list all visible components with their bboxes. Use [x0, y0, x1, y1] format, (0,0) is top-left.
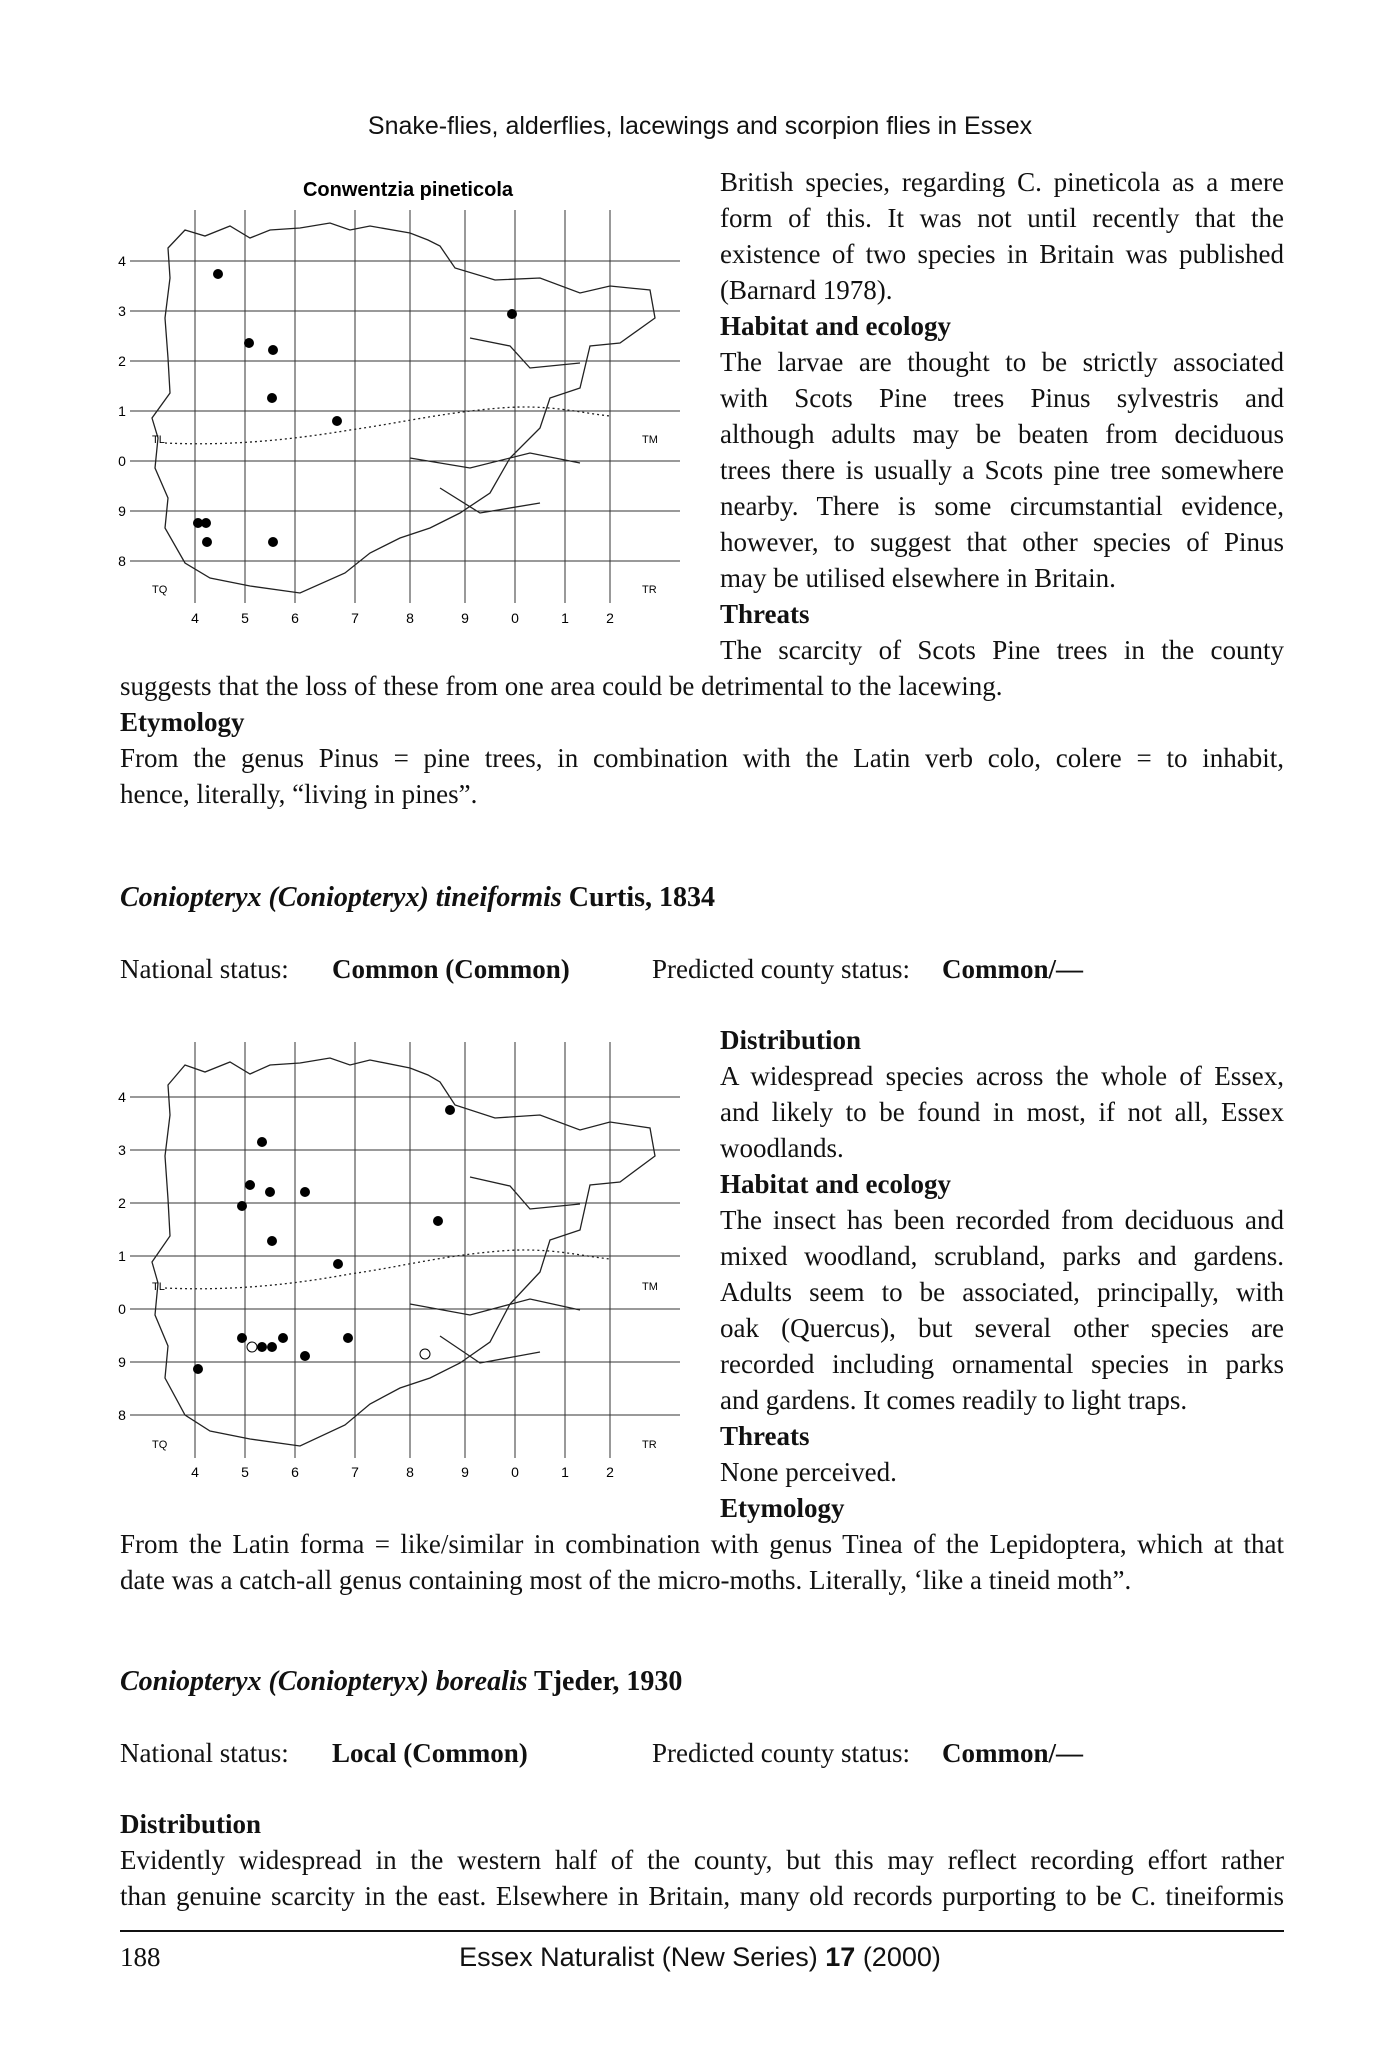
text-line: From the Latin forma = like/similar in combination with genus Tinea of the Lepidoptera, which at that — [120, 1529, 1284, 1559]
text-line: Adults seem to be associated, principally, with — [720, 1277, 1284, 1307]
x-tick: 2 — [606, 1464, 614, 1480]
map-2-grid — [130, 1042, 680, 1458]
record-dot — [267, 393, 277, 403]
y-tick: 2 — [118, 1195, 126, 1211]
record-dot — [257, 1137, 267, 1147]
record-dot — [245, 1180, 255, 1190]
x-tick: 1 — [561, 610, 569, 626]
record-open-dot — [247, 1342, 257, 1352]
x-tick: 8 — [406, 610, 414, 626]
grid-square-label: TQ — [152, 1439, 168, 1451]
section1-intro — [720, 164, 1284, 308]
section1-threats-line2 — [120, 668, 1284, 704]
footer-rule — [120, 1930, 1284, 1932]
text-line: The scarcity of Scots Pine trees in the county — [720, 635, 1284, 665]
running-head: Snake-flies, alderflies, lacewings and scorpion flies in Essex — [367, 112, 1033, 140]
x-tick: 6 — [291, 610, 299, 626]
text-line: (Barnard 1978). — [720, 275, 893, 305]
text-line: From the genus Pinus = pine trees, in combination with the Latin verb colo, colere = to inhabit, — [120, 743, 1284, 773]
status-line-tineiformis — [120, 954, 1284, 985]
record-dot — [257, 1342, 267, 1352]
status-line-borealis — [120, 1738, 1284, 1769]
species-name: Coniopteryx (Coniopteryx) tineiformis — [120, 882, 562, 913]
text-line: Evidently widespread in the western half of the county, but this may reflect recording effort rather — [120, 1845, 1284, 1875]
species-author: Curtis, 1834 — [568, 882, 716, 913]
section1-etymology-heading: Etymology — [120, 707, 245, 737]
section1-threats-heading: Threats — [720, 599, 810, 629]
section1-threats-line1 — [720, 632, 1284, 668]
county-status-label: Predicted county status: — [652, 1738, 910, 1768]
record-dot — [433, 1216, 443, 1226]
section1-etymology-text — [120, 740, 1284, 812]
x-tick: 5 — [241, 610, 249, 626]
text-line: may be utilised elsewhere in Britain. — [720, 563, 1116, 593]
section1-habitat-heading: Habitat and ecology — [720, 311, 952, 341]
text-line: hence, literally, “living in pines”. — [120, 779, 478, 809]
distribution-map-1 — [110, 168, 700, 638]
y-tick: 9 — [118, 503, 126, 519]
record-dot — [265, 1187, 275, 1197]
national-status-label: National status: — [120, 1738, 289, 1768]
record-dot — [237, 1333, 247, 1343]
y-tick: 2 — [118, 353, 126, 369]
record-dot — [244, 338, 254, 348]
map-1-grid — [130, 210, 680, 603]
page-number: 188 — [120, 1942, 161, 1972]
y-tick: 3 — [118, 1142, 126, 1158]
section2-distribution-text — [720, 1058, 1284, 1166]
map-2-records — [193, 1105, 455, 1374]
text-line: mixed woodland, scrubland, parks and gardens. — [720, 1241, 1284, 1271]
record-open-dot — [420, 1349, 430, 1359]
y-tick: 4 — [118, 1089, 126, 1105]
journal-volume: 17 — [825, 1942, 856, 1972]
record-dot — [202, 537, 212, 547]
text-line: woodlands. — [720, 1133, 844, 1163]
section2-habitat-text — [720, 1202, 1284, 1418]
y-tick: 0 — [118, 453, 126, 469]
text-line: trees there is usually a Scots pine tree somewhere — [720, 455, 1284, 485]
y-tick: 8 — [118, 1407, 126, 1423]
section2-threats-text: None perceived. — [720, 1457, 897, 1487]
text-line: oak (Quercus), but several other species are — [720, 1313, 1284, 1343]
x-tick: 7 — [351, 610, 359, 626]
record-dot — [343, 1333, 353, 1343]
species-name: Coniopteryx (Coniopteryx) borealis — [120, 1666, 528, 1697]
x-tick: 8 — [406, 1464, 414, 1480]
county-status-label: Predicted county status: — [652, 954, 910, 984]
y-tick: 3 — [118, 303, 126, 319]
y-tick: 9 — [118, 1354, 126, 1370]
text-line: than genuine scarcity in the east. Elsewhere in Britain, many old records purporting to be C. tineiformis — [120, 1881, 1284, 1911]
y-tick: 8 — [118, 553, 126, 569]
grid-square-label: TM — [642, 1281, 658, 1293]
text-line: nearby. There is some circumstantial evidence, — [720, 491, 1284, 521]
section2-habitat-heading: Habitat and ecology — [720, 1169, 952, 1199]
record-dot — [201, 518, 211, 528]
section3-distribution-text — [120, 1842, 1284, 1914]
county-status-value: Common/— — [942, 954, 1083, 984]
text-line: and likely to be found in most, if not all, Essex — [720, 1097, 1284, 1127]
text-line: although adults may be beaten from deciduous — [720, 419, 1284, 449]
text-line: The insect has been recorded from deciduous and — [720, 1205, 1284, 1235]
record-dot — [267, 1236, 277, 1246]
record-dot — [213, 269, 223, 279]
x-tick: 4 — [191, 1464, 199, 1480]
y-tick: 0 — [118, 1301, 126, 1317]
record-dot — [300, 1187, 310, 1197]
record-dot — [445, 1105, 455, 1115]
text-line: date was a catch-all genus containing most of the micro-moths. Literally, ‘like a tineid moth”. — [120, 1565, 1132, 1595]
map-2-square-labels — [152, 1281, 658, 1451]
x-tick: 5 — [241, 1464, 249, 1480]
map-2-svg — [110, 1020, 700, 1490]
section2-distribution-heading: Distribution — [720, 1025, 862, 1055]
x-tick: 6 — [291, 1464, 299, 1480]
text-line: and gardens. It comes readily to light traps. — [720, 1385, 1188, 1415]
record-dot — [268, 345, 278, 355]
record-dot — [332, 416, 342, 426]
grid-square-label: TL — [152, 1281, 165, 1293]
map-1-x-ticks — [191, 610, 614, 626]
journal-year: (2000) — [862, 1942, 941, 1972]
x-tick: 0 — [511, 610, 519, 626]
grid-square-label: TR — [642, 1439, 657, 1451]
record-dot — [300, 1351, 310, 1361]
section2-threats-heading: Threats — [720, 1421, 810, 1451]
text-line: The larvae are thought to be strictly associated — [720, 347, 1284, 377]
species-heading-borealis — [120, 1666, 682, 1698]
map-2-y-ticks — [118, 1089, 126, 1423]
section2-etymology-text — [120, 1526, 1284, 1598]
section1-habitat-text — [720, 344, 1284, 596]
y-tick: 4 — [118, 253, 126, 269]
text-line: however, to suggest that other species of Pinus — [720, 527, 1284, 557]
text-line: British species, regarding C. pineticola as a mere — [720, 167, 1284, 197]
map-2-x-ticks — [191, 1464, 614, 1480]
text-line: A widespread species across the whole of Essex, — [720, 1061, 1284, 1091]
map-2-outline — [152, 1058, 655, 1446]
county-status-value: Common/— — [942, 1738, 1083, 1768]
species-author: Tjeder, 1930 — [534, 1666, 683, 1697]
grid-square-label: TL — [152, 434, 165, 446]
x-tick: 4 — [191, 610, 199, 626]
record-dot — [333, 1259, 343, 1269]
journal-citation — [0, 1942, 1400, 1973]
map-1-y-ticks — [118, 253, 126, 569]
record-dot — [267, 1342, 277, 1352]
journal-name: Essex Naturalist (New Series) — [459, 1942, 818, 1972]
map-1-outline — [152, 223, 655, 593]
record-dot — [237, 1201, 247, 1211]
grid-square-label: TM — [642, 434, 658, 446]
x-tick: 0 — [511, 1464, 519, 1480]
text-line: recorded including ornamental species in parks — [720, 1349, 1284, 1379]
text-line: form of this. It was not until recently that the — [720, 203, 1284, 233]
x-tick: 9 — [461, 1464, 469, 1480]
text-line: with Scots Pine trees Pinus sylvestris and — [720, 383, 1284, 413]
x-tick: 1 — [561, 1464, 569, 1480]
text-line: suggests that the loss of these from one area could be detrimental to the lacewing. — [120, 671, 1003, 701]
section2-etymology-heading: Etymology — [720, 1493, 845, 1523]
text-line: existence of two species in Britain was published — [720, 239, 1284, 269]
record-dot — [268, 537, 278, 547]
map-1-square-labels — [152, 434, 658, 596]
record-dot — [278, 1333, 288, 1343]
y-tick: 1 — [118, 1248, 126, 1264]
national-status-label: National status: — [120, 954, 289, 984]
distribution-map-2 — [110, 1020, 700, 1490]
grid-square-label: TQ — [152, 584, 168, 596]
map-1-svg — [110, 168, 700, 638]
y-tick: 1 — [118, 403, 126, 419]
national-status-value: Common (Common) — [332, 954, 570, 984]
record-dot — [193, 1364, 203, 1374]
section3-distribution-heading: Distribution — [120, 1809, 262, 1839]
map-1-title: Conwentzia pineticola — [302, 179, 514, 201]
record-dot — [507, 309, 517, 319]
x-tick: 7 — [351, 1464, 359, 1480]
national-status-value: Local (Common) — [332, 1738, 528, 1768]
species-heading-tineiformis — [120, 882, 715, 914]
grid-square-label: TR — [642, 584, 657, 596]
x-tick: 2 — [606, 610, 614, 626]
x-tick: 9 — [461, 610, 469, 626]
